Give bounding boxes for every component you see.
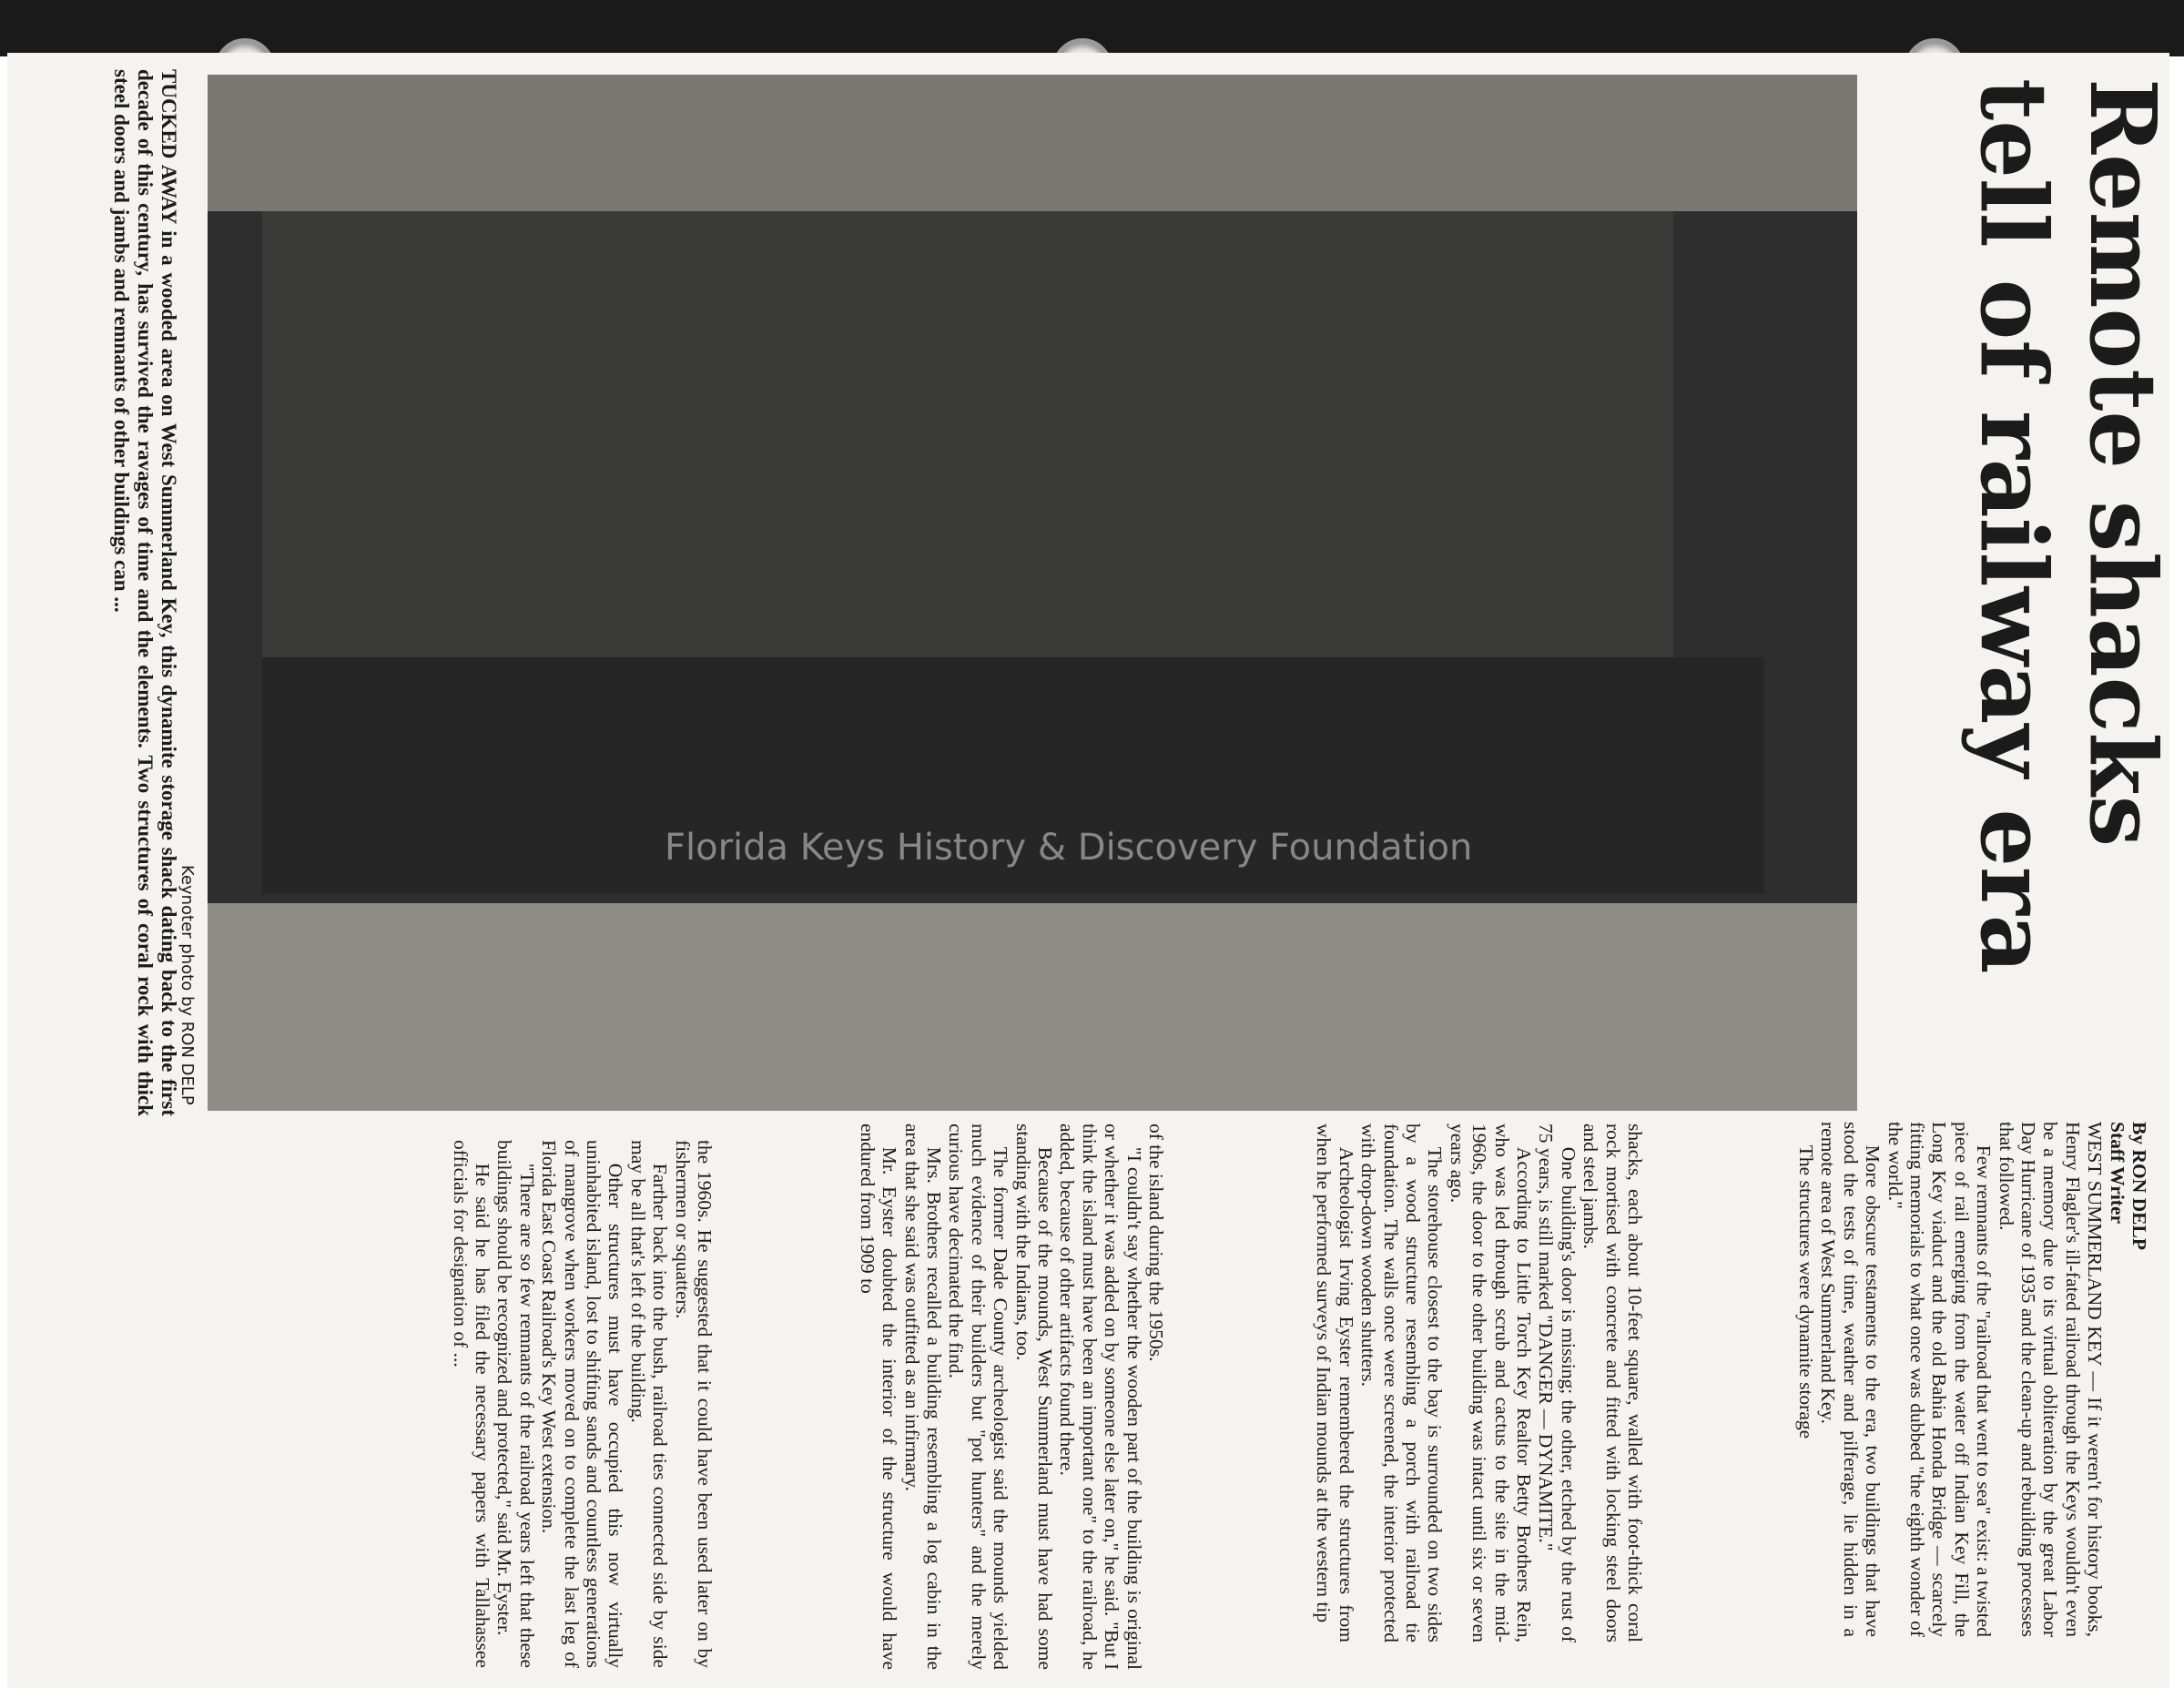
paragraph: shacks, each about 10-feet square, walled with foot-thick coral rock mortised with concrete and fitted with locking steel doors and steel jambs. xyxy=(1580,1124,1646,1642)
paragraph: The structures were dynamite storage xyxy=(1794,1144,1817,1439)
paragraph: More obscure testaments to the era, two buildings that have stood the tests of time, weather and pilferage, lie hidden in a remote area of West Summerland Key. xyxy=(1817,1122,1884,1637)
photo-steel-door xyxy=(262,211,1673,666)
watermark: Florida Keys History & Discovery Foundation xyxy=(665,827,1473,869)
paragraph: the 1960s. He suggested that it could have been used later on by fishermen or squatters. xyxy=(671,1140,716,1668)
paragraph: He said he has filed the necessary papers with Tallahassee officials for designation of ... xyxy=(449,1140,493,1668)
paragraph: One building's door is missing; the other, etched by the rust of 75 years, is still marked "DANGER — DYNAMITE." xyxy=(1535,1124,1580,1642)
photo-credit: Keynoter photo by RON DELP xyxy=(178,865,197,1105)
paragraph: Mrs. Brothers recalled a building resembling a log cabin in the area that she said was outfitted as an infirmary. xyxy=(900,1124,945,1670)
article-column-2 xyxy=(1313,1124,1646,1642)
paragraph: The former Dade County archeologist said the mounds yielded much evidence of their builders but "pot hunters" and the merely curious have decimated the find. xyxy=(945,1124,1012,1670)
byline-name: By RON DELP xyxy=(2128,1122,2150,1250)
paragraph: The storehouse closest to the bay is surrounded on two sides by a wood structure resembling a porch with railroad tie foundation. The walls once were screened, the interior protected with drop-down wooden shutters. xyxy=(1357,1124,1447,1642)
paragraph: According to Little Torch Key Realtor Betty Brothers Rein, who was led through scrub and cactus to the site in the mid-1960s, the door to the other building was intact until six or seven years ago. xyxy=(1446,1124,1535,1642)
photo-coral-roof xyxy=(208,75,1857,211)
paragraph: "There are so few remnants of the railroad years left that these buildings should be recognized and protected," said Mr. Eyster. xyxy=(493,1140,538,1668)
paragraph: WEST SUMMERLAND KEY — If it weren't for history books, Henry Flagler's ill-fated railroad through the Keys wouldn't even be a memory due to its virtual obliteration by the great Labor Day Hurricane of 1935 and the clean-up and rebuilding processes that followed. xyxy=(1995,1122,2107,1637)
paragraph: Farther back into the bush, railroad ties connected side by side may be all that's left of the building. xyxy=(626,1140,672,1668)
article-column-4 xyxy=(449,1140,716,1668)
article-column-1 xyxy=(1795,1122,2151,1637)
paragraph: Other structures must have occupied this now virtually uninhabited island, lost to shifting sands and countless generations of mangrove when workers moved on to complete the last leg of Florida East Coast Railroad's Key West extension. xyxy=(538,1140,627,1668)
photo-coral-wall xyxy=(208,903,1857,1111)
paragraph: Mr. Eyster doubted the interior of the structure would have endured from 1909 to xyxy=(856,1124,901,1670)
paragraph: Archeologist Irving Eyster remembered the structures from when he performed surveys of Indian mounds at the western tip xyxy=(1313,1124,1357,1642)
headline-line-2: tell of railway era xyxy=(1960,78,2067,974)
paragraph: "I couldn't say whether the wooden part of the building is original or whether it was added on by someone else later on," he said. "But I think the island must have been an important one" to the railroad, he added, because of other artifacts found there. xyxy=(1056,1124,1145,1670)
headline xyxy=(1841,78,2178,1098)
headline-line-1: Remote shacks xyxy=(2069,78,2177,848)
article-column-3 xyxy=(856,1124,1167,1670)
photo-caption: TUCKED AWAY in a wooded area on West Summerland Key, this dynamite storage shack dating back to the first decade of this century, has survived the ravages of time and the elements. Two structures of coral rock with thick steel doors and jambs and remnants of other buildings can ... xyxy=(110,69,180,1116)
paragraph: of the island during the 1950s. xyxy=(1145,1124,1167,1362)
paragraph: Few remnants of the "railroad that went to sea" exist: a twisted piece of rail emerging from the water off Indian Key Fill, the Long Key viaduct and the old Bahia Honda Bridge — scarcely fitting memorials to what once was dubbed "the eighth wonder of the world." xyxy=(1884,1122,1996,1637)
paragraph: Because of the mounds, West Summerland must have had some standing with the Indians, too. xyxy=(1011,1124,1056,1670)
byline-title: Staff Writer xyxy=(2106,1122,2128,1225)
article-photo xyxy=(208,75,1857,1111)
